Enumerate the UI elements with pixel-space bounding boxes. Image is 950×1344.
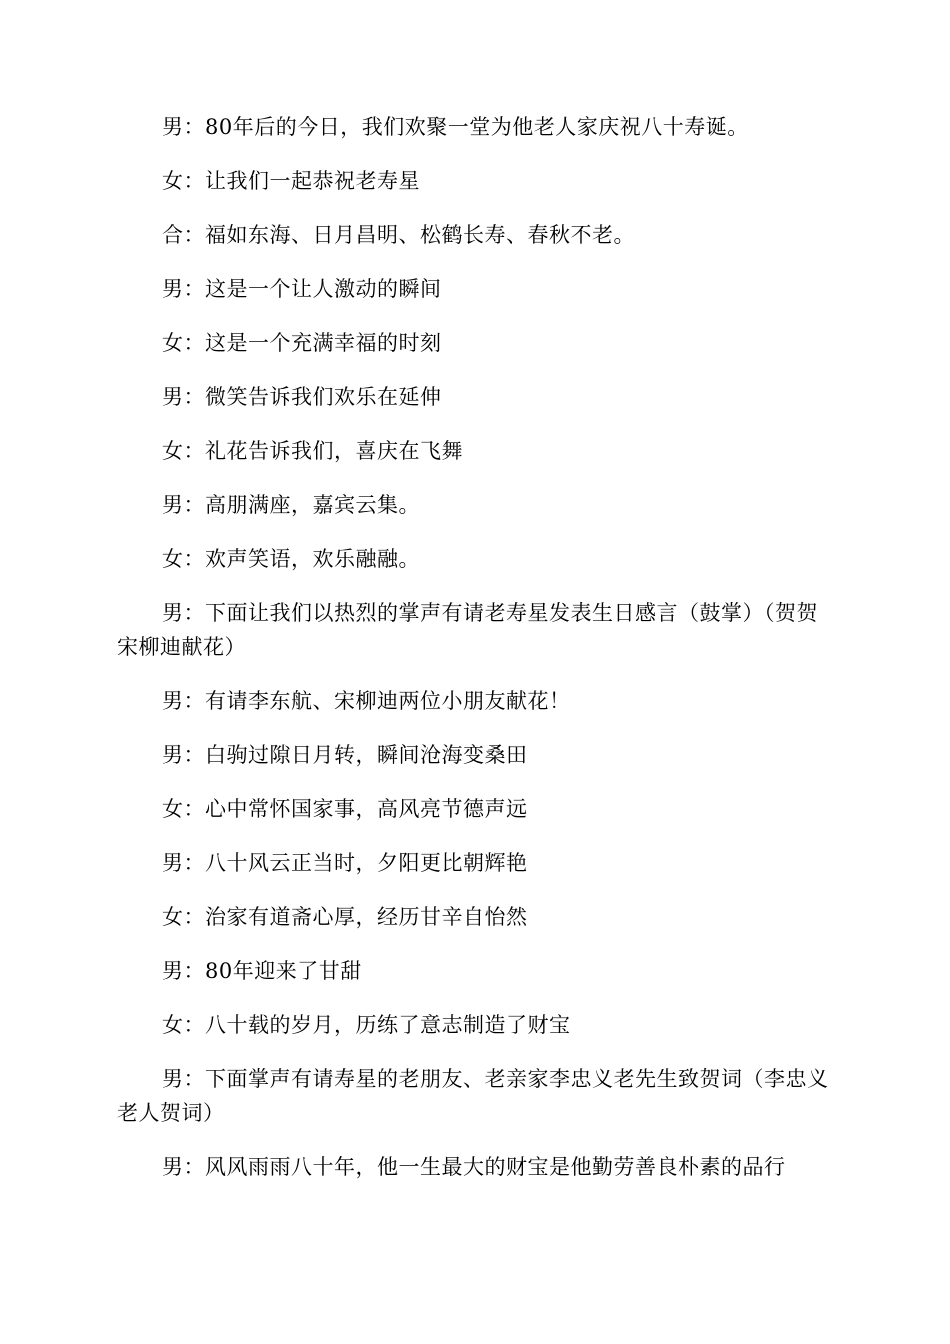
paragraph: 男：80年迎来了甘甜 [162,959,362,983]
paragraph: 男：80年后的今日，我们欢聚一堂为他老人家庆祝八十寿诞。 [162,115,749,139]
paragraph: 男：下面掌声有请寿星的老朋友、老亲家李忠义老先生致贺词（李忠义老人贺词） [117,1067,829,1125]
paragraph: 男：高朋满座，嘉宾云集。 [162,493,420,517]
paragraph: 女：礼花告诉我们，喜庆在飞舞 [162,439,463,463]
paragraph: 女：治家有道斋心厚，经历甘辛自怡然 [162,905,528,929]
paragraph: 女：心中常怀国家事，高风亮节德声远 [162,797,528,821]
paragraph: 女：让我们一起恭祝老寿星 [162,169,420,193]
paragraph: 女：八十载的岁月，历练了意志制造了财宝 [162,1013,571,1037]
paragraph: 男：八十风云正当时，夕阳更比朝辉艳 [162,851,528,875]
paragraph: 男：有请李东航、宋柳迪两位小朋友献花！ [162,689,571,713]
paragraph: 男：风风雨雨八十年，他一生最大的财宝是他勤劳善良朴素的品行 [162,1155,786,1179]
paragraph: 男：白驹过隙日月转，瞬间沧海变桑田 [162,743,528,767]
paragraph: 女：欢声笑语，欢乐融融。 [162,547,420,571]
paragraph: 男：微笑告诉我们欢乐在延伸 [162,385,442,409]
paragraph: 女：这是一个充满幸福的时刻 [162,331,442,355]
paragraph: 男：下面让我们以热烈的掌声有请老寿星发表生日感言（鼓掌）（贺贺宋柳迪献花） [117,601,818,659]
paragraph: 合：福如东海、日月昌明、松鹤长寿、春秋不老。 [162,223,635,247]
document-body [117,110,833,1204]
paragraph: 男：这是一个让人激动的瞬间 [162,277,442,301]
